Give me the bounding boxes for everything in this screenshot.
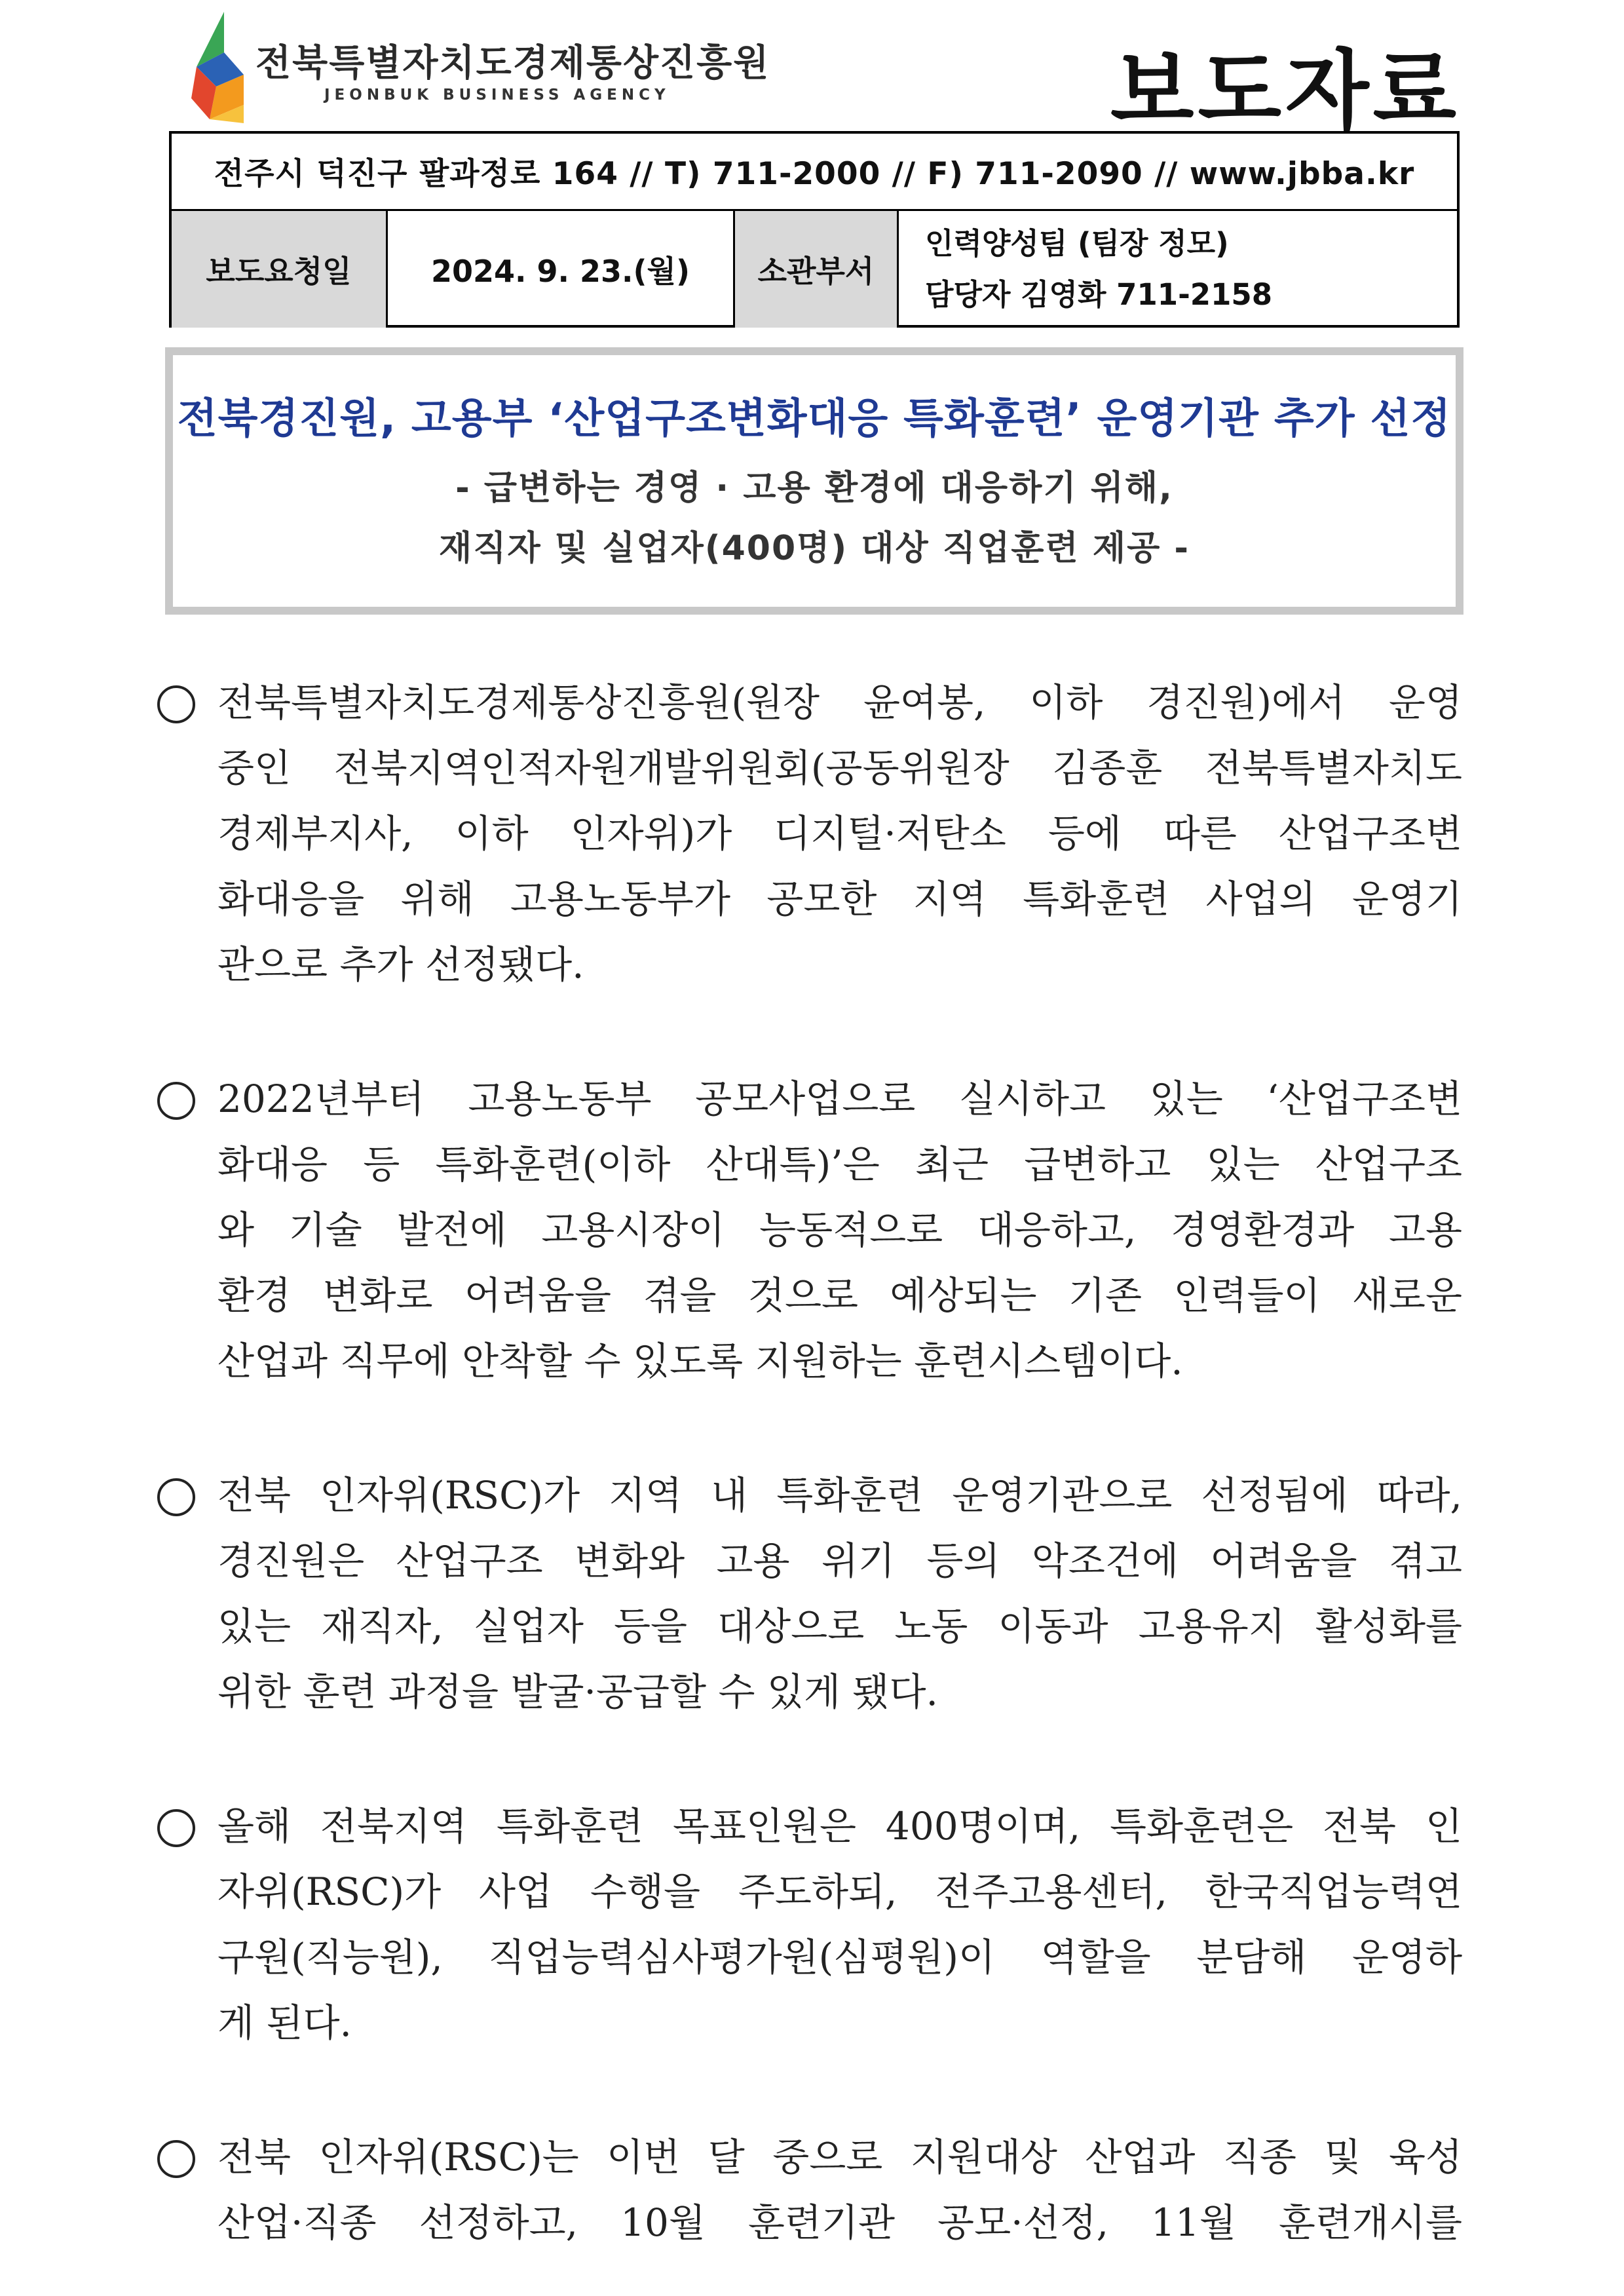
request-date-value: 2024. 9. 23.(월)	[388, 211, 735, 328]
department-contact: 담당자 김영화 711-2158	[925, 277, 1273, 312]
paragraph-line: 있는 재직자, 실업자 등을 대상으로 노동 이동과 고용유지 활성화를	[217, 1604, 1462, 1649]
paragraph-line: 전북 인자위(RSC)가 지역 내 특화훈련 운영기관으로 선정됨에 따라,	[217, 1473, 1462, 1518]
org-name-ko: 전북특별자치도경제통상진흥원	[255, 42, 770, 85]
logo-mark-icon	[183, 7, 255, 131]
paragraph-line: 중인 전북지역인적자원개발위원회(공동위원장 김종훈 전북특별자치도	[217, 746, 1462, 790]
headline-subtitle-2: 재직자 및 실업자(400명) 대상 직업훈련 제공 -	[439, 529, 1190, 568]
address-line: 전주시 덕진구 팔과정로 164 // T) 711-2000 // F) 711-2090 // www.jbba.kr	[172, 134, 1457, 211]
org-name-en: JEONBUK BUSINESS AGENCY	[324, 86, 670, 104]
paragraph-line: 산업과 직무에 안착할 수 있도록 지원하는 훈련시스템이다.	[217, 1339, 1183, 1383]
paragraph-line: 전북특별자치도경제통상진흥원(원장 윤여봉, 이하 경진원)에서 운영	[217, 680, 1462, 725]
paragraph-line: 경진원은 산업구조 변화와 고용 위기 등의 악조건에 어려움을 겪고	[217, 1539, 1462, 1583]
paragraph-line: 와 기술 발전에 고용시장이 능동적으로 대응하고, 경영환경과 고용	[217, 1208, 1462, 1252]
paragraph-line: 화대응을 위해 고용노동부가 공모한 지역 특화훈련 사업의 운영기	[217, 877, 1462, 921]
paragraph-line: 위한 훈련 과정을 발굴·공급할 수 있게 됐다.	[217, 1670, 938, 1714]
circle-bullet-icon	[157, 685, 195, 723]
paragraph-line: 환경 변화로 어려움을 겪을 것으로 예상되는 기존 인력들이 새로운	[217, 1273, 1462, 1318]
info-table	[169, 131, 1460, 328]
paragraph-line: 게 된다.	[217, 2000, 352, 2045]
paragraph-line: 산업·직종 선정하고, 10월 훈련기관 공모·선정, 11월 훈련개시를	[217, 2200, 1462, 2245]
headline-title: 전북경진원, 고용부 ‘산업구조변화대응 특화훈련’ 운영기관 추가 선정	[177, 394, 1452, 442]
headline-box	[165, 347, 1463, 615]
paragraph-line: 경제부지사, 이하 인자위)가 디지털·저탄소 등에 따른 산업구조변	[217, 811, 1462, 856]
paragraph-line: 올해 전북지역 특화훈련 목표인원은 400명이며, 특화훈련은 전북 인	[217, 1804, 1462, 1848]
paragraph-line: 관으로 추가 선정됐다.	[217, 942, 584, 987]
circle-bullet-icon	[157, 1478, 195, 1516]
headline-subtitle-1: - 급변하는 경영 · 고용 환경에 대응하기 위해,	[455, 469, 1173, 508]
org-logo	[183, 7, 770, 131]
paragraph-line: 2022년부터 고용노동부 공모사업으로 실시하고 있는 ‘산업구조변	[217, 1077, 1462, 1121]
circle-bullet-icon	[157, 2140, 195, 2178]
request-date-label: 보도요청일	[172, 211, 388, 328]
department-value	[899, 211, 1457, 328]
paragraph-line: 전북 인자위(RSC)는 이번 달 중으로 지원대상 산업과 직종 및 육성	[217, 2135, 1462, 2179]
paragraph-line: 구원(직능원), 직업능력심사평가원(심평원)이 역할을 분담해 운영하	[217, 1935, 1462, 1980]
department-team: 인력양성팀 (팀장 정모)	[925, 226, 1229, 261]
circle-bullet-icon	[157, 1809, 195, 1847]
doc-type-title: 보도자료	[1110, 41, 1461, 142]
circle-bullet-icon	[157, 1082, 195, 1120]
department-label: 소관부서	[735, 211, 899, 328]
paragraph-line: 자위(RSC)가 사업 수행을 주도하되, 전주고용센터, 한국직업능력연	[217, 1869, 1462, 1914]
paragraph-line: 화대응 등 특화훈련(이하 산대특)’은 최근 급변하고 있는 산업구조	[217, 1142, 1462, 1187]
